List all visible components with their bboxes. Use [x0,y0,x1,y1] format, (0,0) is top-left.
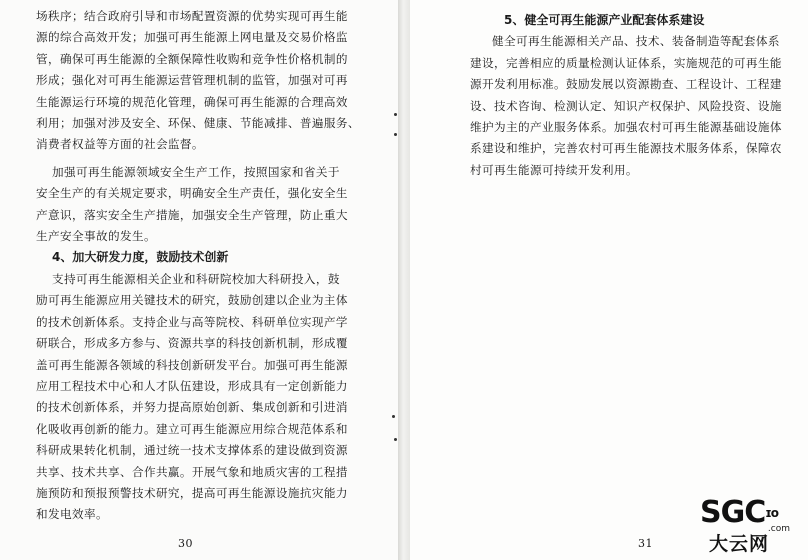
text-line: 应用工程技术中心和人才队伍建设，形成具有一定创新能力 [36,378,348,393]
book-gutter [398,0,410,560]
left-paragraph-1 [36,6,380,156]
page-number-right: 31 [638,537,653,550]
right-page [410,0,808,560]
left-paragraph-2 [36,162,380,248]
scan-speck [392,415,395,418]
text-line: 利用；加强对涉及安全、环保、健康、节能减排、普遍服务、 [36,116,360,131]
text-line: 消费者权益等方面的社会监督。 [36,137,204,152]
watermark-domain: .com [767,524,790,534]
section-heading-5: 5、健全可再生能源产业配套体系建设 [504,13,705,27]
page-number-left: 30 [178,537,193,550]
text-line: 源的综合高效开发；加强可再生能源上网电量及交易价格监 [36,30,348,45]
text-line: 系建设和维护，完善农村可再生能源技术服务体系，保障农 [470,141,782,156]
text-line: 的技术创新体系，并努力提高原始创新、集成创新和引进消 [36,400,348,415]
text-line: 村可再生能源可持续开发利用。 [470,162,638,177]
text-line: 励可再生能源应用关键技术的研究，鼓励创建以企业为主体 [36,293,348,308]
text-line: 设、技术咨询、检测认定、知识产权保护、风险投资、设施 [470,98,782,113]
watermark-brand: $SGC^{ɪo}$ [699,495,779,530]
text-line: 科研成果转化机制，通过统一技术支撑体系的建设做到资源 [36,443,348,458]
text-line: 健全可再生能源相关产品、技术、装备制造等配套体系 [492,34,780,49]
text-line: 和发电效率。 [36,507,108,522]
text-line: 生产安全事故的发生。 [36,229,156,244]
text-line: 支持可再生能源相关企业和科研院校加大科研投入，鼓 [52,271,340,286]
text-line: 维护为主的产业服务体系。加强农村可再生能源基础设施体 [470,120,782,135]
right-paragraph [470,31,798,181]
text-line: 共享、技术共享、合作共赢。开展气象和地质灾害的工程措 [36,464,348,479]
scan-speck [394,438,397,441]
text-line: 场秩序；结合政府引导和市场配置资源的优势实现可再生能 [36,9,348,23]
scan-speck [394,133,397,136]
text-line: 化吸收再创新的能力。建立可再生能源应用综合规范体系和 [36,421,348,436]
text-line: 的技术创新体系。支持企业与高等院校、科研单位实现产学 [36,314,348,329]
watermark-chinese-name: 大云网 [708,533,769,555]
text-line: 安全生产的有关规定要求，明确安全生产责任，强化安全生 [36,186,348,201]
left-paragraph-3 [36,269,380,526]
text-line: 盖可再生能源各领域的科技创新研发平台。加强可再生能源 [36,357,348,372]
text-line: 施预防和预报预警技术研究，提高可再生能源设施抗灾能力 [36,485,348,500]
text-line: 生能源运行环境的规范化管理，确保可再生能源的合理高效 [36,94,348,109]
text-line: 源开发利用标准。鼓励发展以资源勘查、工程设计、工程建 [470,77,782,92]
text-line: 建设，完善相应的质量检测认证体系，实施规范的可再生能 [470,55,782,70]
text-line: 研联合，形成多方参与、资源共享的科技创新机制，形成覆 [36,336,348,351]
left-page [0,0,398,560]
text-line: 产意识，落实安全生产措施，加强安全生产管理，防止重大 [36,207,348,222]
text-line: 管，确保可再生能源的全额保障性收购和竞争性价格机制的 [36,51,348,66]
site-watermark-logo [680,495,798,555]
scan-speck [394,113,397,116]
text-line: 加强可再生能源领域安全生产工作，按照国家和省关于 [52,164,340,179]
text-line: 形成；强化对可再生能源运营管理机制的监管，加强对可再 [36,73,348,88]
section-heading-4: 4、加大研发力度，鼓励技术创新 [52,250,229,265]
